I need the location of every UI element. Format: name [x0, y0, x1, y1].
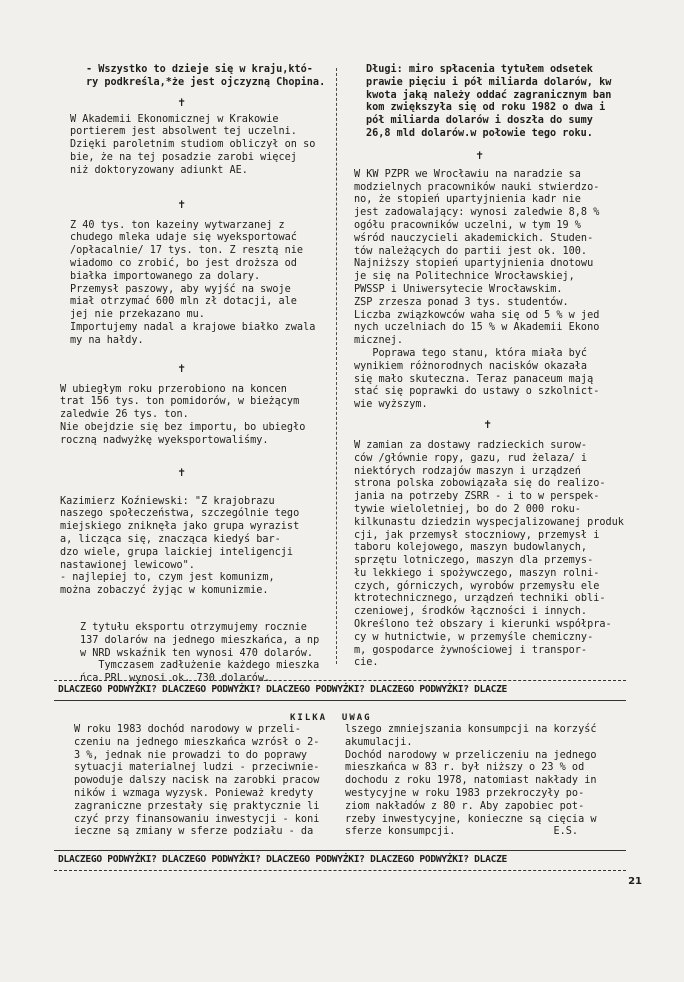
rule-line — [54, 700, 626, 701]
left-paragraph-5: Kazimierz Koźniewski: "Z krajobrazu naszego społeczeństwa, szczególnie tego miejskiego zniknęła jako grupa wyrazist a, licząca się, znacząca kiedyś bar- dzo wiele, grupa laickiej inteligencji nastawionej lewicowo". - najlepiej to, czym jest komunizm, można zobaczyć żyjąc w komunizmie. — [60, 495, 300, 597]
left-paragraph-1: - Wszystko to dzieje się w kraju,któ- ry podkreśla,*że jest ojczyzną Chopina. — [86, 64, 326, 88]
rule-line — [54, 850, 626, 851]
separator-star: ✝ — [178, 94, 186, 109]
column-divider — [336, 68, 337, 664]
left-paragraph-2: W Akademii Ekonomicznej w Krakowie portierem jest absolwent tej uczelni. Dzięki paroletnim studiom obliczył on so bie, że na tej posadzie zarobi więcej niż doktoryzowany adiunkt AE. — [70, 113, 316, 176]
right-column — [344, 64, 630, 670]
right-paragraph-2: W KW PZPR we Wrocławiu na naradzie sa modzielnych pracowników nauki stwierdzo- no, że stopień upartyjnienia kadr nie jest zadowalający: wynosi zaledwie 8,8 % ogółu pracowników uczelni, w tym 19 % wśród nauczycieli akademickich. Studen- tów należących do partii jest ok. 100. Najniższy stopień upartyjnienia dnotowu je się na Politechnice Wrocławskiej, PWSSP i Uniwersytecie Wrocławskim. ZSP zrzesza ponad 3 tys. studentów. Liczba związkowców waha się od 5 % w jed nych uczelniach do 15 % w Akademii Ekono micznej. Poprawa tego stanu, która miała być wynikiem różnorodnych nacisków okazała się mało skuteczna. Teraz panaceum mają stać się poprawki do ustawy o szkolnict- wie wyższym. — [354, 168, 600, 411]
bottom-right-column — [345, 724, 629, 839]
section-title: KILKA UWAG — [290, 713, 372, 723]
bottom-left-paragraph: W roku 1983 dochód narodowy w przeli- czeniu na jednego mieszkańca wzrósł o 2- 3 %, jednak nie prowadzi to do poprawy sytuacji materialnej ludzi - przeciwnie- powoduje dalszy nacisk na zarobki pracow ników i wzmaga wyzysk. Ponieważ kredyty zagraniczne przestały się praktycznie li czyć przy finansowaniu inwestycji - koni ieczne są zmiany w sferze podziału - da — [74, 724, 320, 838]
banner-bottom: DLACZEGO PODWYŻKI? DLACZEGO PODWYŻKI? DLACZEGO PODWYŻKI? DLACZEGO PODWYŻKI? DLACZE — [58, 854, 508, 865]
rule-line — [54, 680, 626, 681]
separator-star: ✝ — [476, 147, 484, 162]
page-number: 21 — [628, 876, 642, 887]
banner-top: DLACZEGO PODWYŻKI? DLACZEGO PODWYŻKI? DLACZEGO PODWYŻKI? DLACZEGO PODWYŻKI? DLACZE — [58, 684, 508, 695]
separator-star: ✝ — [178, 464, 186, 479]
rule-line — [54, 870, 626, 871]
left-paragraph-3: Z 40 tys. ton kazeiny wytwarzanej z chudego mleka udaje się wyeksportować /opłacalnie/ 17 tys. ton. Z resztą nie wiadomo co zrobić, bo jest droższa od białka importowanego za dolary. Przemysł paszowy, aby wyjść na swoje miał otrzymać 600 mln zł dotacji, ale jej nie przekazano mu. Importujemy nadal a krajowe białko zwala my na hałdy. — [70, 219, 316, 346]
right-paragraph-3: W zamian za dostawy radzieckich surow- ców /głównie ropy, gazu, rud żelaza/ i niektórych rodzajów maszyn i urządzeń strona polska zobowiązała się do realizo- jania na potrzeby ZSRR - i to w perspek- tywie wieloletniej, bo do 2 000 roku- kilkunastu dziedzin wyspecjalizowanej produk cji, jak przemysł stoczniowy, przemysł i taboru kolejowego, maszyn budowlanych, sprzętu lotniczego, maszyn dla przemys- łu lekkiego i spożywczego, maszyn rolni- czych, górniczych, wyrobów przemysłu ele ktrotechnicznego, urządzeń techniki obli- czeniowej, środków łączności i innych. Określono też obszary i kierunki współpra- cy w hutnictwie, w przemyśle chemiczny- m, gospodarce żywnościowej i transpor- cie. — [354, 439, 624, 669]
separator-star: ✝ — [484, 416, 492, 431]
left-paragraph-6: Z tytułu eksportu otrzymujemy rocznie 137 dolarów na jednego mieszkańca, a np w NRD wskaźnik ten wynosi 470 dolarów. Tymczasem zadłużenie każdego mieszka ńca PRL wynosi ok. 730 dolarów. — [80, 621, 320, 685]
separator-star: ✝ — [178, 360, 186, 375]
left-column — [60, 64, 332, 686]
right-paragraph-1: Długi: miro spłacenia tytułem odsetek prawie pięciu i pół miliarda dolarów, kw kwota jaką należy oddać zagranicznym ban kom zwiększyła się od roku 1982 o dwa i pół miliarda dolarów i doszła do sumy 26,8 mld dolarów.w połowie tego roku. — [366, 64, 612, 139]
separator-star: ✝ — [178, 196, 186, 211]
bottom-left-column — [60, 724, 340, 839]
bottom-right-paragraph: lszego zmniejszania konsumpcji na korzyść akumulacji. Dochód narodowy w przeliczeniu na jednego mieszkańca w 83 r. był niższy o 23 % od dochodu z roku 1978, natomiast nakłady in westycyjne w roku 1983 przekroczyły po- ziom nakładów z 80 r. Aby zapobiec pot- rzeby inwestycyjne, konieczne są cięcia w sferze konsumpcji. E.S. — [345, 724, 597, 838]
left-paragraph-4: W ubiegłym roku przerobiono na koncen trat 156 tys. ton pomidorów, w bieżącym zaledwie 26 tys. ton. Nie obejdzie się bez importu, bo ubiegło roczną nadwyżkę wyeksportowaliśmy. — [60, 383, 306, 446]
